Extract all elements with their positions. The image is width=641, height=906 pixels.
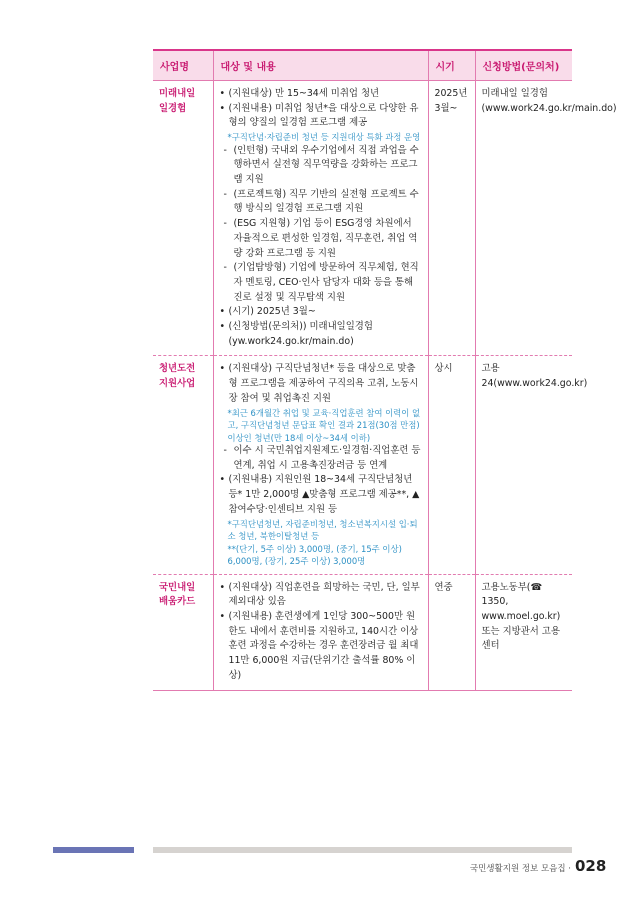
- content-note: *구직단념·자립준비 청년 등 지원대상 특화 과정 운영: [227, 132, 421, 143]
- content-bullet: • (지원대상) 직업훈련을 희망하는 국민, 단, 일부 제외대상 있음: [220, 581, 424, 610]
- content-subitem: - (인턴형) 국내외 우수기업에서 직접 과업을 수행하면서 실전형 직무역량을 강화하는 프로그램 지원: [220, 144, 424, 188]
- program-name: 국민내일 배움카드: [153, 574, 213, 690]
- content-bullet: • (지원대상) 만 15~34세 미취업 청년: [220, 87, 424, 102]
- content-note: *구직단념청년, 자립준비청년, 청소년복지시설 입·퇴소 청년, 북한이탈청년 등: [227, 518, 418, 542]
- content-bullet: • (지원내용) 훈련생에게 1인당 300~500만 원 한도 내에서 훈련비를 지원하고, 140시간 이상 훈련 과정을 수강하는 경우 훈련장려금 월 최대 11만 6,000원 지급(단위기간 출석률 80% 이상): [220, 610, 424, 684]
- header-program-name: 사업명: [153, 50, 213, 81]
- program-period: 상시: [428, 356, 475, 574]
- program-period: 2025년 3월~: [428, 81, 475, 356]
- program-content: [213, 81, 428, 356]
- table-row: [153, 356, 572, 574]
- program-application: 고용노동부(☎ 1350, www.moel.go.kr) 또는 지방관서 고용센터: [475, 574, 572, 690]
- footer-accent-bar: [53, 847, 134, 853]
- program-content: [213, 574, 428, 690]
- program-application: 미래내일 일경험(www.work24.go.kr/main.do): [475, 81, 572, 356]
- content-bullet: • (시기) 2025년 3월~: [220, 305, 424, 320]
- footer-publication-title: 국민생활지원 정보 모음집 ·: [469, 864, 571, 874]
- header-target-content: 대상 및 내용: [213, 50, 428, 81]
- table-row: [153, 574, 572, 690]
- content-note: **(단기, 5주 이상) 3,000명, (중기, 15주 이상) 6,000명, (장기, 25주 이상) 3,000명: [227, 543, 402, 567]
- table-header-row: [153, 50, 572, 81]
- program-name: 청년도전 지원사업: [153, 356, 213, 574]
- program-period: 연중: [428, 574, 475, 690]
- page-number: 028: [575, 857, 607, 875]
- content-subitem: - (ESG 지원형) 기업 등이 ESG경영 차원에서 자율적으로 편성한 일경험, 직무훈련, 취업 역량 강화 프로그램 등 지원: [220, 217, 424, 261]
- program-content: [213, 356, 428, 574]
- content-note: *최근 6개월간 취업 및 교육·직업훈련 참여 이력이 없고, 구직단념청년 문답표 확인 결과 21점(30점 만점) 이상인 청년(만 18세 이상~34세 이하): [227, 407, 421, 443]
- content-subitem: - 이수 시 국민취업지원제도·일경험·직업훈련 등 연계, 취업 시 고용촉진장려금 등 연계: [220, 444, 424, 473]
- content-bullet: • (지원내용) 미취업 청년*을 대상으로 다양한 유형의 양질의 일경험 프로그램 제공: [220, 102, 424, 131]
- header-period: 시기: [428, 50, 475, 81]
- content-subitem: - (기업탐방형) 기업에 방문하여 직무체험, 현직자 멘토링, CEO·인사 담당자 대화 등을 통해 진로 설정 및 직무탐색 지원: [220, 261, 424, 305]
- content-bullet: • (지원내용) 지원인원 18~34세 구직단념청년 등* 1만 2,000명 ▲맞춤형 프로그램 제공**, ▲참여수당·인센티브 지원 등: [220, 473, 424, 517]
- program-name: 미래내일 일경험: [153, 81, 213, 356]
- footer-bar: [153, 847, 572, 853]
- content-bullet: • (신청방법(문의처)) 미래내일일경험(yw.work24.go.kr/main.do): [220, 320, 424, 349]
- content-bullet: • (지원대상) 구직단념청년* 등을 대상으로 맞춤형 프로그램을 제공하여 구직의욕 고취, 노동시장 참여 및 취업촉진 지원: [220, 362, 424, 406]
- header-application: 신청방법(문의처): [475, 50, 572, 81]
- program-application: 고용24(www.work24.go.kr): [475, 356, 572, 574]
- program-table: [153, 49, 617, 691]
- content-subitem: - (프로젝트형) 직무 기반의 실전형 프로젝트 수행 방식의 일경험 프로그램 지원: [220, 188, 424, 217]
- table-row: [153, 81, 572, 356]
